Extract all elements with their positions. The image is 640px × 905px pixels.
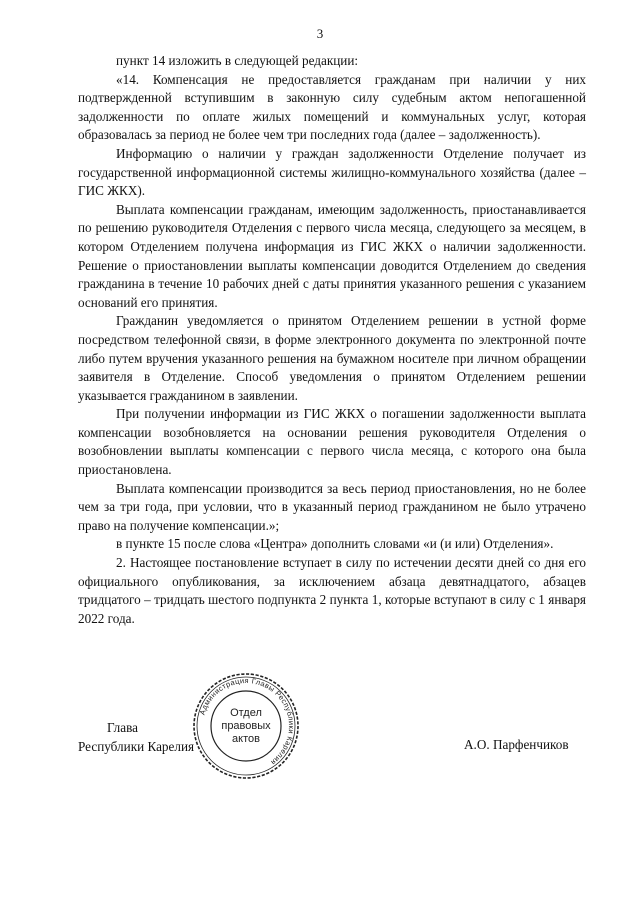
paragraph: Информацию о наличии у граждан задолженности Отделение получает из государственной информационной системы жилищно-коммунального хозяйства (далее – ГИС ЖКХ). — [78, 145, 586, 199]
stamp-center-text: Отдел — [230, 707, 262, 719]
paragraph: 2. Настоящее постановление вступает в силу по истечении десяти дней со дня его официального опубликования, за исключением абзаца девятнадцатого, абзацев тридцатого – тридцать шестого подпункта 2 пункта 1, которые вступают в силу с 1 января 2022 года. — [78, 555, 586, 626]
signatory-title — [78, 719, 194, 756]
paragraph: «14. Компенсация не предоставляется гражданам при наличии у них подтвержденной вступившим в законную силу судебным актом непогашенной задолженности по оплате жилых помещений и коммунальных услуг, которая образовалась за период не более чем три последних года (далее – задолженность). — [78, 71, 586, 143]
signatory-name: А.О. Парфенчиков — [464, 737, 569, 752]
stamp-center-text: правовых — [221, 720, 271, 732]
stamp-ring-text: Администрация Главы Республики Карелия — [197, 675, 297, 768]
page-number: 3 — [316, 26, 324, 41]
paragraph: Выплата компенсации гражданам, имеющим задолженность, приостанавливается по решению руководителя Отделения с первого числа месяца, следующего за месяцем, в котором Отделением получена информация из ГИС ЖКХ о наличии задолженности. Решение о приостановлении выплаты компенсации доводится Отделением до сведения гражданина в течение 10 рабочих дней с даты принятия указанного решения с указанием оснований его принятия. — [78, 201, 586, 310]
signatory-title-line: Республики Карелия — [78, 738, 195, 754]
stamp-center-text: актов — [232, 733, 260, 745]
document-body — [78, 52, 586, 628]
paragraph: пункт 14 изложить в следующей редакции: — [116, 53, 359, 68]
paragraph: При получении информации из ГИС ЖКХ о погашении задолженности выплата компенсации возобновляется на основании решения руководителя Отделения о возобновлении выплаты компенсации с первого числа месяца, с которого она была приостановлена. — [78, 406, 586, 478]
paragraph: Гражданин уведомляется о принятом Отделением решении в устной форме посредством телефонной связи, в форме электронного документа по электронной почте либо путем вручения указанного решения на бумажном носителе при личном обращении заявителя в Отделение. Способ уведомления о принятом Отделением решении указывается гражданином в заявлении. — [78, 313, 586, 403]
official-stamp — [192, 672, 300, 780]
paragraph: Выплата компенсации производится за весь период приостановления, но не более чем за три года, при условии, что в указанный период гражданином не было утрачено право на получение компенсации.»; — [78, 480, 586, 533]
paragraph: в пункте 15 после слова «Центра» дополнить словами «и (и или) Отделения». — [116, 536, 554, 552]
signatory-title-line: Глава — [107, 720, 138, 735]
